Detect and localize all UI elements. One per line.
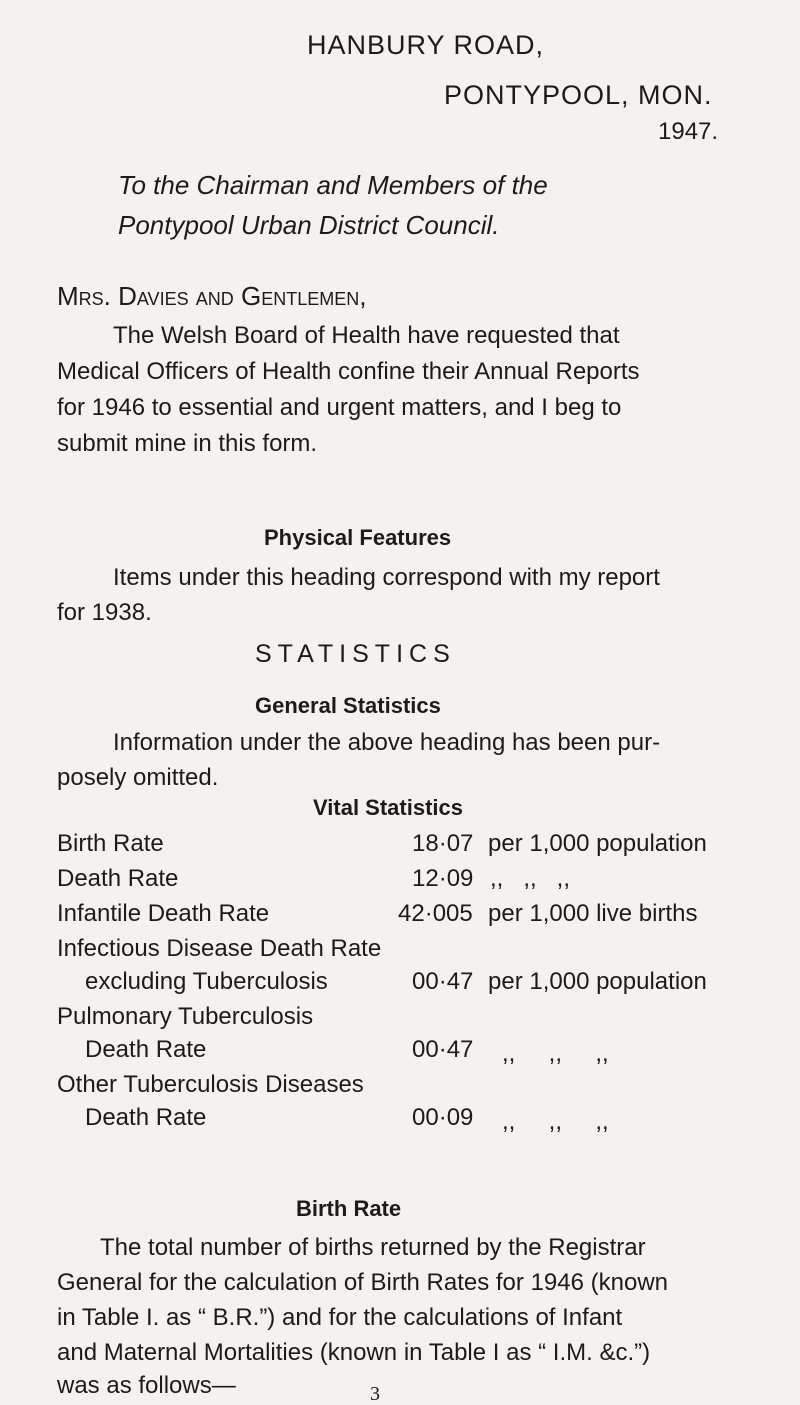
intro-line-1: The Welsh Board of Health have requested that — [113, 322, 620, 349]
recipient-line-2: Pontypool Urban District Council. — [118, 210, 500, 240]
vital-row-label: Pulmonary Tuberculosis — [57, 1003, 314, 1030]
birth-rate-line-3: in Table I. as “ B.R.”) and for the calculations of Infant — [57, 1304, 623, 1331]
birth-rate-line-1: The total number of births returned by the Registrar — [100, 1234, 646, 1261]
letter-year: 1947. — [658, 118, 719, 145]
vital-row-value: 42·005 — [398, 900, 473, 927]
vital-row-label-continued: excluding Tuberculosis — [85, 968, 328, 995]
vital-row-unit: ,, ,, ,, — [502, 1040, 609, 1067]
recipient-line-1: To the Chairman and Members of the — [118, 170, 548, 200]
vital-row-value: 00·47 — [412, 1036, 474, 1063]
general-statistics-heading: General Statistics — [255, 693, 441, 718]
vital-row-value: 00·09 — [412, 1104, 474, 1131]
statistics-heading: STATISTICS — [255, 640, 456, 668]
vital-row-label: Other Tuberculosis Diseases — [57, 1071, 364, 1098]
physical-features-heading: Physical Features — [264, 525, 452, 550]
address-line-street: HANBURY ROAD, — [307, 30, 545, 60]
vital-row-label: Infantile Death Rate — [57, 900, 270, 927]
page-number: 3 — [370, 1383, 380, 1405]
intro-line-2: Medical Officers of Health confine their Annual Reports — [57, 358, 640, 385]
birth-rate-line-5: was as follows— — [57, 1372, 236, 1399]
vital-row-unit: ,, ,, ,, — [502, 1108, 609, 1135]
vital-row-unit: per 1,000 live births — [488, 900, 698, 927]
vital-row-unit: ,, ,, ,, — [490, 865, 571, 892]
physical-features-line-1: Items under this heading correspond with my report — [113, 564, 660, 591]
intro-line-3: for 1946 to essential and urgent matters, and I beg to — [57, 394, 622, 421]
general-statistics-line-1: Information under the above heading has been pur- — [113, 729, 661, 756]
address-line-town: PONTYPOOL, MON. — [444, 80, 713, 110]
salutation: Mrs. Davies and Gentlemen, — [57, 281, 367, 311]
vital-statistics-heading: Vital Statistics — [313, 795, 463, 820]
birth-rate-heading: Birth Rate — [296, 1196, 402, 1221]
vital-row-value: 18·07 — [412, 830, 474, 857]
birth-rate-line-4: and Maternal Mortalities (known in Table I as “ I.M. &c.”) — [57, 1339, 651, 1366]
physical-features-line-2: for 1938. — [57, 599, 152, 626]
vital-row-label-continued: Death Rate — [85, 1036, 207, 1063]
intro-line-4: submit mine in this form. — [57, 430, 318, 457]
vital-row-label: Birth Rate — [57, 830, 164, 857]
vital-row-label: Infectious Disease Death Rate — [57, 935, 382, 962]
vital-row-unit: per 1,000 population — [488, 968, 707, 995]
vital-row-label-continued: Death Rate — [85, 1104, 207, 1131]
birth-rate-line-2: General for the calculation of Birth Rates for 1946 (known — [57, 1269, 668, 1296]
vital-row-value: 00·47 — [412, 968, 474, 995]
vital-row-label: Death Rate — [57, 865, 179, 892]
general-statistics-line-2: posely omitted. — [57, 764, 219, 791]
vital-row-unit: per 1,000 population — [488, 830, 707, 857]
vital-row-value: 12·09 — [412, 865, 474, 892]
